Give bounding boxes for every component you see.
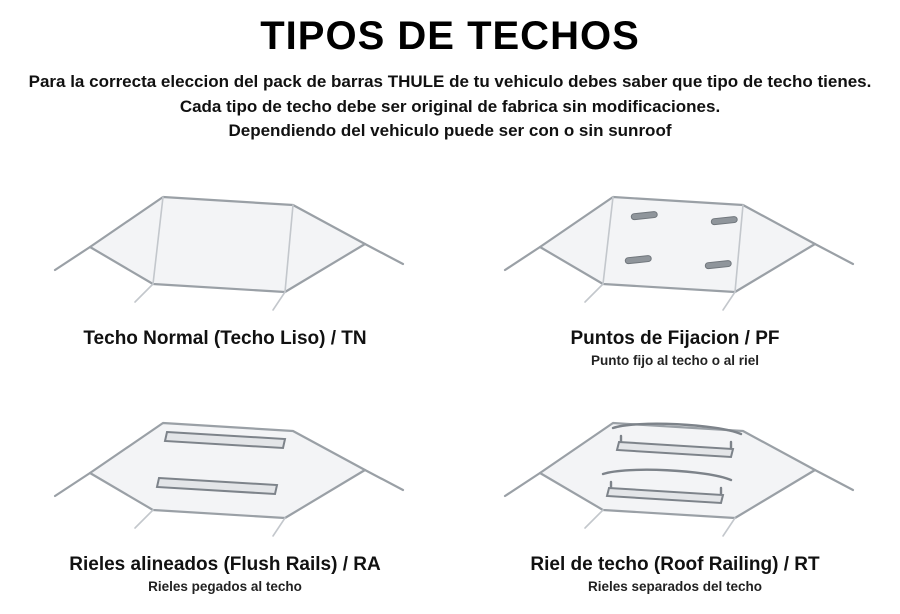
poster-root bbox=[0, 14, 900, 614]
roof-type-card-ra bbox=[0, 384, 450, 604]
roof-type-card-rt bbox=[450, 384, 900, 604]
roof-railing-icon bbox=[485, 398, 865, 548]
roof-type-caption: Puntos de Fijacion / PF bbox=[570, 328, 780, 349]
roof-type-caption: Rieles alineados (Flush Rails) / RA bbox=[69, 554, 381, 575]
roof-type-subcaption: Rieles separados del techo bbox=[587, 579, 763, 594]
roof-flush-rails-icon bbox=[35, 398, 415, 548]
roof-plain-icon bbox=[35, 172, 415, 322]
roof-type-subcaption: Rieles pegados al techo bbox=[148, 579, 302, 594]
intro-line-1: Para la correcta eleccion del pack de barras THULE de tu vehiculo debes saber que tipo de techo tienes. bbox=[28, 72, 872, 91]
roof-type-caption: Techo Normal (Techo Liso) / TN bbox=[83, 328, 367, 349]
intro-text-block bbox=[0, 70, 900, 144]
roof-fixpoint-icon bbox=[485, 172, 865, 322]
roof-type-caption: Riel de techo (Roof Railing) / RT bbox=[530, 554, 820, 575]
page-title: TIPOS DE TECHOS bbox=[260, 14, 640, 58]
roof-type-card-pf bbox=[450, 164, 900, 384]
roof-type-subcaption: Punto fijo al techo o al riel bbox=[590, 353, 760, 368]
roof-type-card-tn bbox=[0, 164, 450, 384]
intro-line-2: Cada tipo de techo debe ser original de fabrica sin modificaciones. bbox=[179, 96, 721, 116]
roof-types-grid bbox=[0, 164, 900, 604]
intro-line-3: Dependiendo del vehiculo puede ser con o sin sunroof bbox=[228, 121, 672, 141]
